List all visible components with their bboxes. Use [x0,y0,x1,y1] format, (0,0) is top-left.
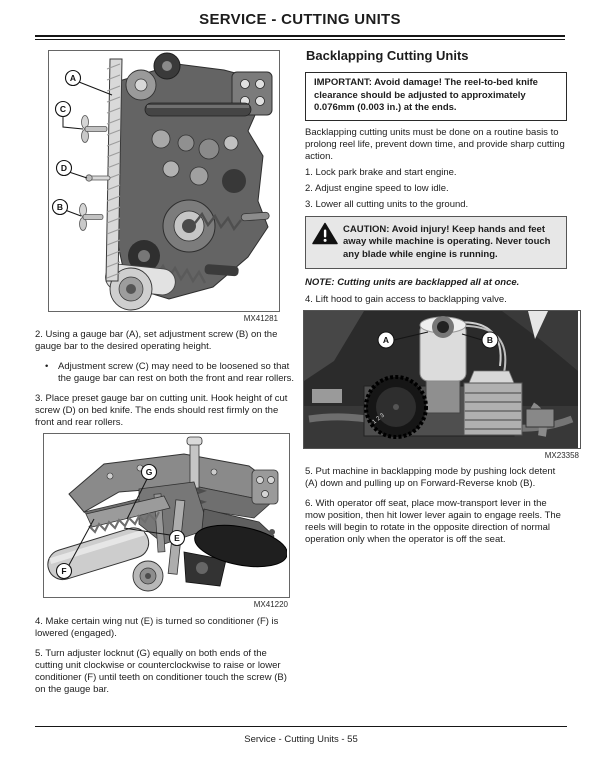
callout-letter-c: C [59,104,67,114]
warning-triangle-icon [312,222,338,262]
caution-box [305,216,567,270]
figure-caption-mx41220: MX41220 [253,600,288,609]
note-text: NOTE: Cutting units are backlapped all at once. [305,277,520,288]
left-step-5-text: 5. Turn adjuster locknut (G) equally on both ends of the cutting unit clockwise or counterclockwise to raise or lower conditioner (F) until teeth on conditioner touch the screw (B) on the gauge bar. [35,648,287,695]
two-column-layout [0,40,600,704]
section-title: Backlapping Cutting Units [306,48,469,63]
callout-letter-g: G [145,467,153,477]
page-footer [35,726,567,745]
callout-letter-a: A [382,335,390,345]
right-step-1-text: 1. Lock park brake and start engine. [305,166,457,178]
figure-caption-mx23358: MX23358 [544,451,579,460]
caution-text: CAUTION: Avoid injury! Keep hands and feet away while machine is operating. Never touch any blade while engine is running. [343,223,551,260]
important-text: IMPORTANT: Avoid damage! The reel-to-bed knife clearance should be adjusted to approximately 0.076mm (0.003 in.) at the ends. [314,77,538,113]
page-header [0,0,600,40]
footer-page-label: Service - Cutting Units - 55 [244,734,358,745]
callout-letter-d: D [60,163,68,173]
figure-gauge-bar-illustration [48,50,280,312]
knob-digits: 1 2 3 [371,412,386,426]
right-step-6-text: 6. With operator off seat, place mow-transport lever in the mow position, then hit lower lever again to engage reels. The reels will begin to rotate in the opposite direction of normal operation only when the operator is off the seat. [305,498,561,545]
bullet-item-text: Adjustment screw (C) may need to be loosened so that the gauge bar can rest on both the front and rear rollers. [58,361,295,384]
right-step-2-text: 2. Adjust engine speed to low idle. [305,182,449,194]
bullet-icon: • [45,361,49,372]
callout-letter-a: A [69,73,77,83]
right-step-5-text: 5. Put machine in backlapping mode by pushing lock detent (A) down and pulling up on Forward-Reverse knob (B). [305,466,556,489]
left-step-3-text: 3. Place preset gauge bar on cutting unit. Hook height of cut screw (D) on bed knife. The ends should rest firmly on the front and rear rollers. [35,393,288,428]
right-column [305,40,579,554]
right-step-3-text: 3. Lower all cutting units to the ground. [305,198,469,210]
callout-letter-b: B [56,202,64,212]
figure-backlapping-valve-photo [303,310,581,449]
callout-letter-f: F [61,566,67,576]
left-step-4-text: 4. Make certain wing nut (E) is turned so conditioner (F) is lowered (engaged). [35,616,279,639]
height-of-cut-screw-d [86,175,110,181]
left-column [35,40,295,704]
cutting-unit-illustration-svg [44,434,287,597]
backlap-knob [366,377,426,437]
left-step-2-text: 2. Using a gauge bar (A), set adjustment screw (B) on the gauge bar to the desired operating height. [35,329,278,352]
backlapping-valve-photo-svg [304,311,578,448]
callout-letter-b: B [486,335,494,345]
figure-cutting-unit-illustration [43,433,290,598]
bullet-item [35,361,295,385]
callout-letter-e: E [174,533,180,543]
intro-paragraph: Backlapping cutting units must be done on a routine basis to prolong reel life, prevent down time, and provide sharp cutting action. [305,126,565,162]
gauge-bar-illustration-svg [49,51,277,311]
page-title: SERVICE - CUTTING UNITS [199,11,401,28]
important-box [305,72,567,121]
figure-caption-mx41281: MX41281 [243,314,278,323]
right-step-4-text: 4. Lift hood to gain access to backlapping valve. [305,294,507,305]
